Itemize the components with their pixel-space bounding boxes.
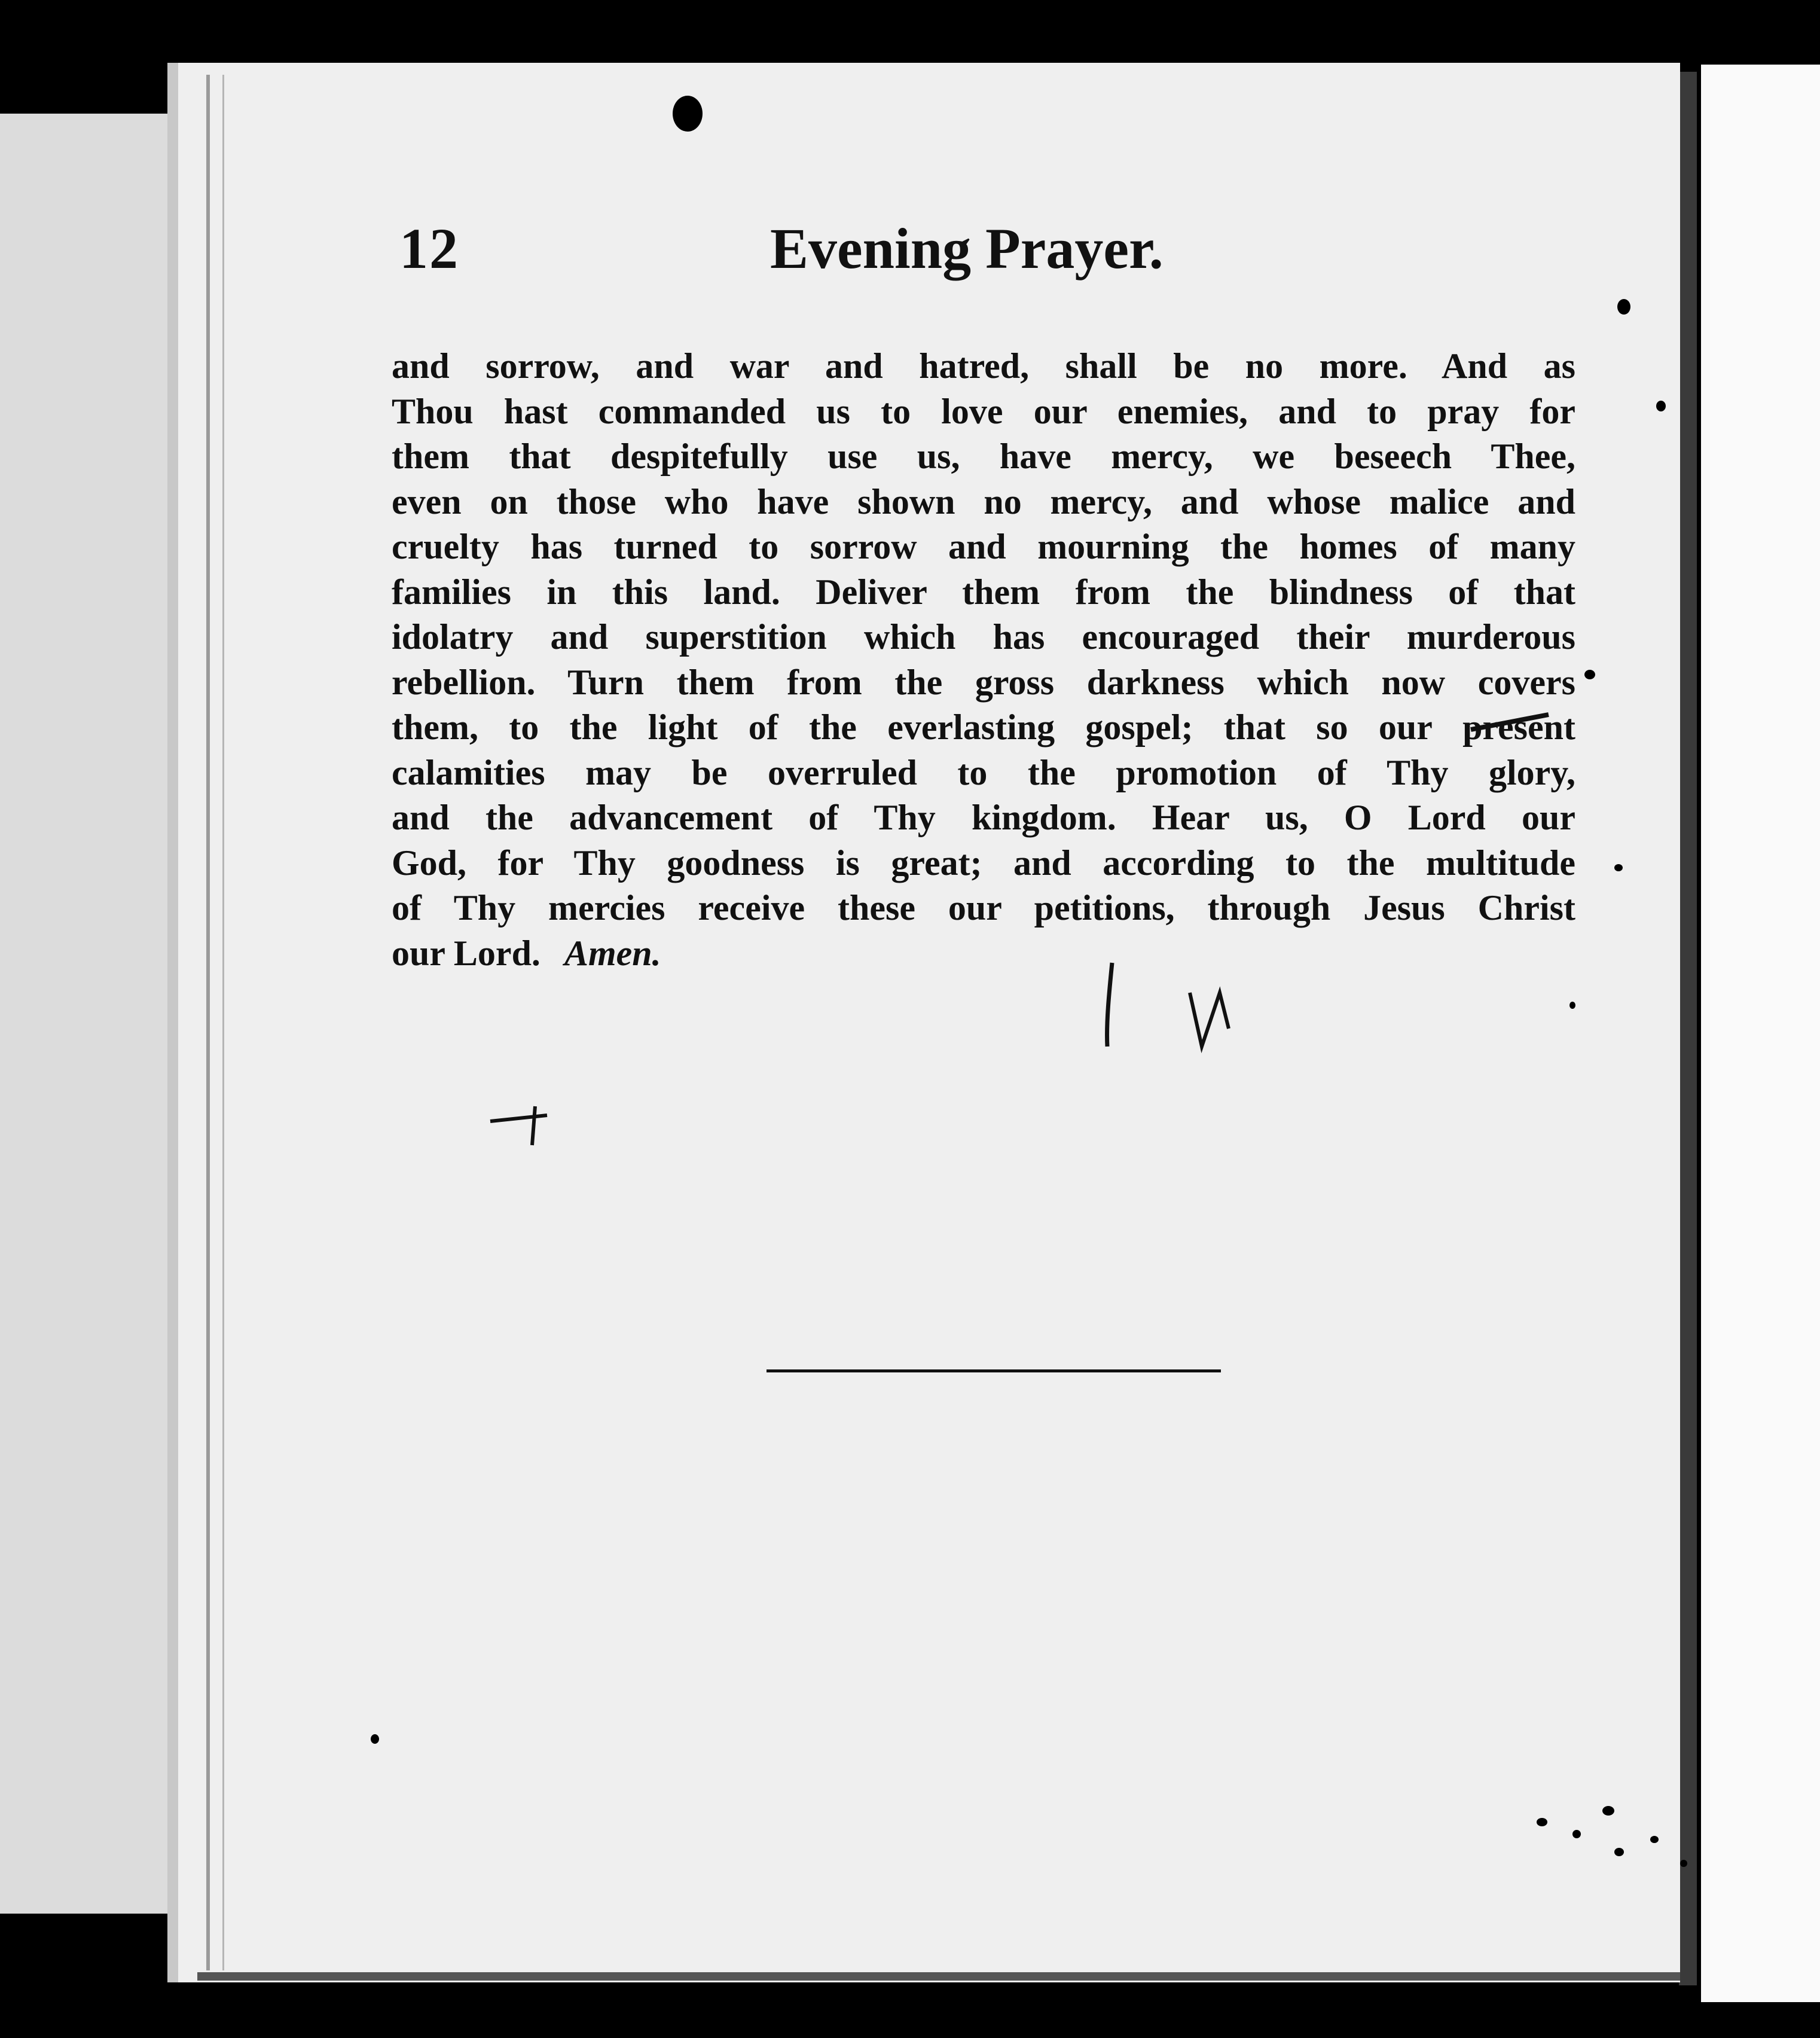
pen-mark: [487, 1103, 559, 1151]
ink-speck: [1617, 299, 1630, 315]
text-line: Thou hast commanded us to love our enemies, and to pray for: [392, 391, 1575, 431]
ink-speck: [673, 96, 703, 132]
ink-speck: [1650, 1836, 1659, 1843]
text-line: rebellion. Turn them from the gross darkness which now covers: [392, 662, 1575, 702]
page-bottom-edge: [197, 1972, 1680, 1981]
text-line: them that despitefully use us, have mercy, we beseech Thee,: [392, 437, 1575, 476]
page-number: 12: [399, 216, 459, 280]
amen-text: Amen.: [564, 933, 661, 973]
ink-speck: [1602, 1806, 1614, 1816]
text-line: idolatry and superstition which has encouraged their murderous: [392, 617, 1575, 657]
text-line: and sorrow, and war and hatred, shall be no more. And as: [392, 346, 1575, 386]
prayer-text: [392, 344, 1575, 976]
right-page-border: [1679, 72, 1697, 1985]
show-through-texture: [383, 1088, 1584, 1133]
text-line: families in this land. Deliver them from the blindness of that: [392, 572, 1575, 612]
ink-speck: [1569, 1002, 1575, 1009]
ink-speck: [1584, 670, 1595, 679]
text-line: even on those who have shown no mercy, and whose malice and: [392, 481, 1575, 521]
text-line: calamities may be overruled to the promotion of Thy glory,: [392, 752, 1575, 792]
text-line: God, for Thy goodness is great; and according to the multitude: [392, 843, 1575, 883]
ink-speck: [1572, 1830, 1581, 1838]
closing-text: our Lord.: [392, 933, 540, 973]
ink-speck: [371, 1734, 379, 1744]
ink-speck: [1614, 864, 1623, 871]
ink-speck: [1656, 401, 1666, 411]
ink-speck: [1537, 1818, 1547, 1826]
page-edge-rule: [206, 75, 210, 1970]
text-line-final: [392, 931, 1575, 977]
ink-speck: [1680, 1860, 1687, 1867]
text-line: them, to the light of the everlasting gospel; that so our present: [392, 707, 1575, 747]
running-header: [387, 215, 1213, 287]
page-edge-rule: [222, 75, 224, 1970]
text-line: of Thy mercies receive these our petitions, through Jesus Christ: [392, 888, 1575, 928]
underline-mark: [767, 1369, 1221, 1372]
text-line: cruelty has turned to sorrow and mourning the homes of many: [392, 527, 1575, 566]
adjacent-page: [1701, 65, 1820, 2002]
pen-mark: [1465, 706, 1561, 742]
pen-mark: [1100, 957, 1339, 1118]
text-line: and the advancement of Thy kingdom. Hear us, O Lord our: [392, 798, 1575, 837]
ink-speck: [1614, 1848, 1624, 1856]
page-title: Evening Prayer.: [770, 216, 1164, 280]
left-backing-strip: [0, 114, 179, 1914]
